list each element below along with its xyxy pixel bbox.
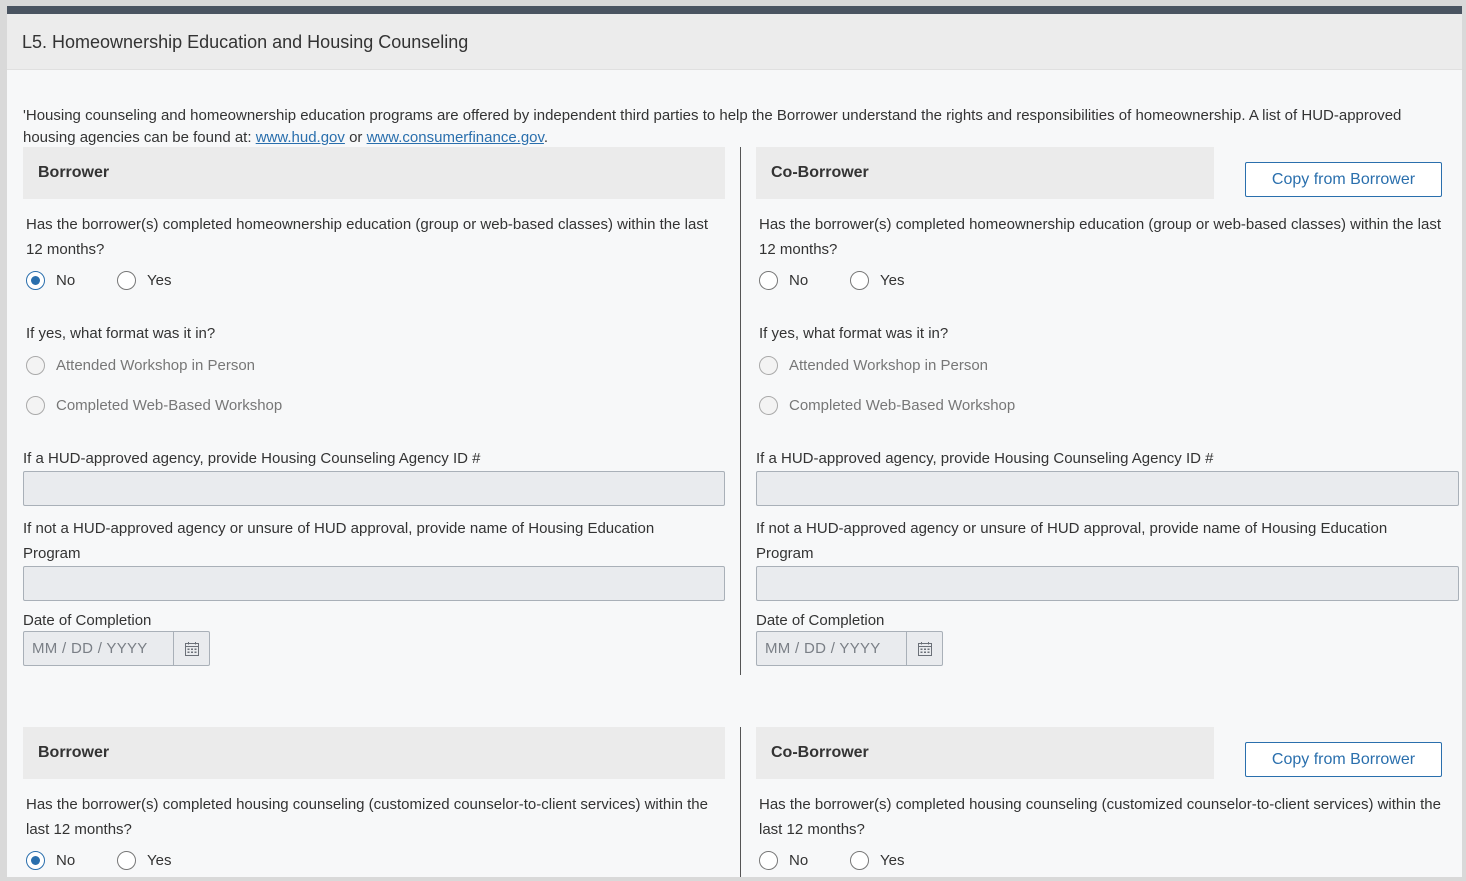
co-counseling-question: Has the borrower(s) completed housing counseling (customized counselor-to-client services) within the last 12 months? <box>759 796 1441 838</box>
column-divider <box>740 147 741 675</box>
radio-label: Completed Web-Based Workshop <box>789 397 1016 414</box>
borrower-header-2 <box>23 727 725 779</box>
co-format-in-person-option[interactable] <box>759 356 988 375</box>
consumerfinance-link[interactable]: www.consumerfinance.gov <box>366 129 544 146</box>
format-in-person-option[interactable] <box>26 356 255 375</box>
borrower-header <box>23 147 725 199</box>
radio-checked-icon[interactable] <box>26 851 45 870</box>
radio-icon[interactable] <box>850 851 869 870</box>
education-question: Has the borrower(s) completed homeownership education (group or web-based classes) within the last 12 months? <box>26 216 709 258</box>
form-frame <box>7 6 1462 877</box>
co-counseling-no-option[interactable] <box>759 851 808 870</box>
calendar-icon[interactable] <box>173 632 209 665</box>
radio-icon[interactable] <box>850 271 869 290</box>
co-program-name-label: If not a HUD-approved agency or unsure of HUD approval, provide name of Housing Education Program <box>756 520 1388 562</box>
co-format-question: If yes, what format was it in? <box>759 325 949 342</box>
agency-id-label: If a HUD-approved agency, provide Housing Counseling Agency ID # <box>23 450 481 467</box>
radio-label: Attended Workshop in Person <box>56 357 256 374</box>
agency-id-input[interactable] <box>23 471 725 506</box>
section-header <box>7 14 1462 70</box>
hud-link[interactable]: www.hud.gov <box>255 129 345 146</box>
co-counseling-yes-option[interactable] <box>850 851 904 870</box>
radio-label: No <box>789 852 809 869</box>
radio-icon[interactable] <box>759 851 778 870</box>
calendar-icon[interactable] <box>906 632 942 665</box>
program-name-label: If not a HUD-approved agency or unsure of HUD approval, provide name of Housing Education Program <box>23 520 655 562</box>
radio-label: Yes <box>880 272 905 289</box>
intro-or: or <box>344 129 367 146</box>
radio-label: No <box>789 272 809 289</box>
coborrower-header-label: Co-Borrower <box>771 744 869 761</box>
borrower-header-label: Borrower <box>38 744 110 761</box>
intro-text: 'Housing counseling and homeownership education programs are offered by independent third parties to help the Borrower understand the rights and responsibilities of homeownership. A list of HUD-approved housing agencies can be found at: <box>23 107 1402 146</box>
date-of-completion-input[interactable] <box>23 631 210 666</box>
column-divider <box>740 727 741 877</box>
co-agency-id-label: If a HUD-approved agency, provide Housing Counseling Agency ID # <box>756 450 1214 467</box>
copy-from-borrower-button[interactable]: Copy from Borrower <box>1245 162 1442 197</box>
radio-label: Yes <box>880 852 905 869</box>
education-yes-option[interactable] <box>117 271 171 290</box>
co-education-question: Has the borrower(s) completed homeownership education (group or web-based classes) within the last 12 months? <box>759 216 1442 258</box>
radio-icon[interactable] <box>117 271 136 290</box>
radio-label: No <box>56 272 76 289</box>
radio-icon[interactable] <box>26 396 45 415</box>
counseling-yes-option[interactable] <box>117 851 171 870</box>
borrower-header-label: Borrower <box>38 164 110 181</box>
radio-label: Yes <box>147 272 172 289</box>
radio-icon[interactable] <box>117 851 136 870</box>
radio-icon[interactable] <box>759 356 778 375</box>
intro-paragraph <box>23 105 1448 149</box>
radio-checked-icon[interactable] <box>26 271 45 290</box>
section-title: L5. Homeownership Education and Housing Counseling <box>22 32 469 52</box>
radio-icon[interactable] <box>759 271 778 290</box>
radio-label: Completed Web-Based Workshop <box>56 397 283 414</box>
coborrower-header-label: Co-Borrower <box>771 164 869 181</box>
co-program-name-input[interactable] <box>756 566 1459 601</box>
co-education-no-option[interactable] <box>759 271 808 290</box>
date-placeholder: MM / DD / YYYY <box>765 640 881 657</box>
date-label: Date of Completion <box>23 612 152 629</box>
radio-label: No <box>56 852 76 869</box>
co-agency-id-input[interactable] <box>756 471 1459 506</box>
format-question: If yes, what format was it in? <box>26 325 216 342</box>
radio-icon[interactable] <box>26 356 45 375</box>
co-date-label: Date of Completion <box>756 612 885 629</box>
co-format-web-based-option[interactable] <box>759 396 1015 415</box>
radio-icon[interactable] <box>759 396 778 415</box>
co-date-of-completion-input[interactable] <box>756 631 943 666</box>
radio-label: Yes <box>147 852 172 869</box>
copy-from-borrower-button-2[interactable]: Copy from Borrower <box>1245 742 1442 777</box>
counseling-question: Has the borrower(s) completed housing counseling (customized counselor-to-client services) within the last 12 months? <box>26 796 708 838</box>
intro-end: . <box>543 129 549 146</box>
coborrower-header <box>756 147 1214 199</box>
date-placeholder: MM / DD / YYYY <box>32 640 148 657</box>
program-name-input[interactable] <box>23 566 725 601</box>
education-no-option[interactable] <box>26 271 75 290</box>
co-education-yes-option[interactable] <box>850 271 904 290</box>
counseling-no-option[interactable] <box>26 851 75 870</box>
coborrower-header-2 <box>756 727 1214 779</box>
format-web-based-option[interactable] <box>26 396 282 415</box>
radio-label: Attended Workshop in Person <box>789 357 989 374</box>
